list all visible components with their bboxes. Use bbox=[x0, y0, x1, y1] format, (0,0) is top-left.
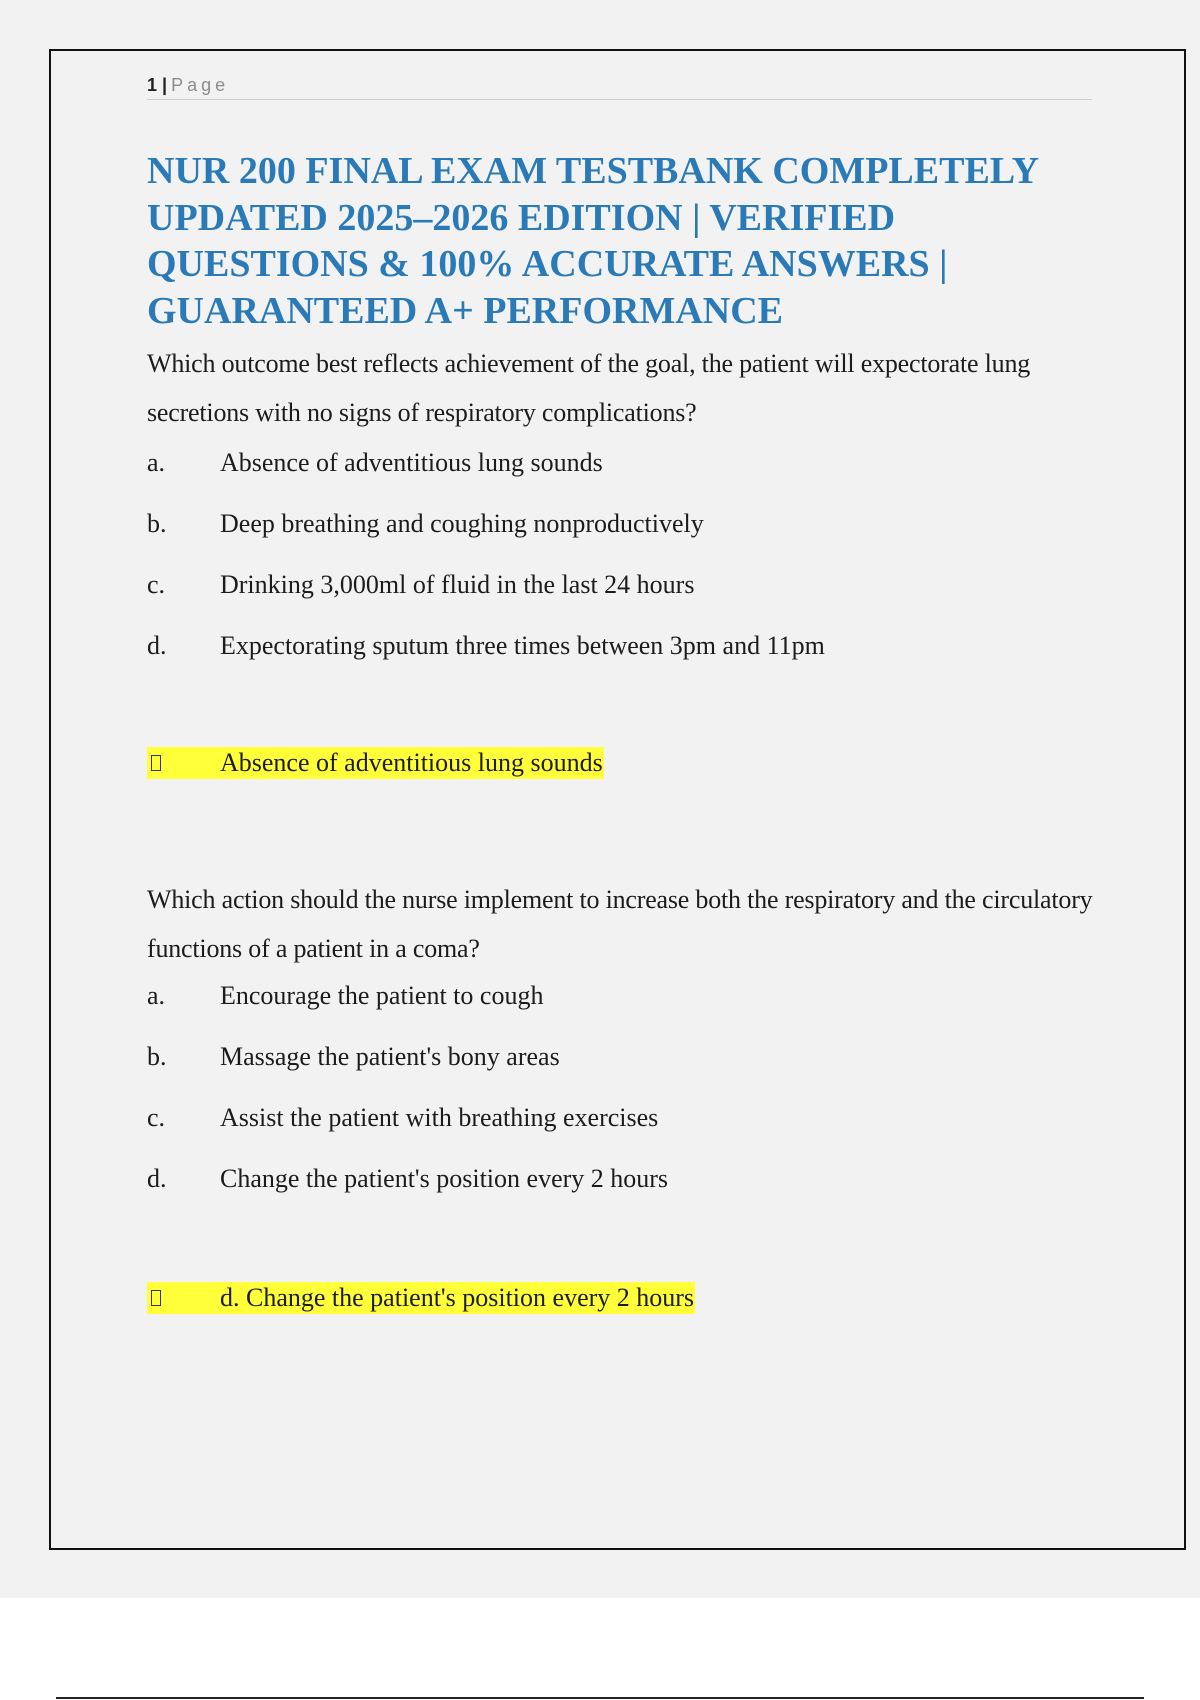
question-1 bbox=[147, 339, 1107, 777]
option-c bbox=[147, 1103, 1107, 1164]
option-text: Assist the patient with breathing exercises bbox=[220, 1103, 659, 1132]
option-text: Encourage the patient to cough bbox=[220, 981, 544, 1010]
option-b bbox=[147, 509, 1107, 570]
answer-options bbox=[147, 448, 1107, 692]
option-b bbox=[147, 1042, 1107, 1103]
option-letter: b. bbox=[147, 509, 167, 538]
answer-text: Absence of adventitious lung sounds bbox=[220, 748, 603, 777]
option-letter: a. bbox=[147, 448, 166, 477]
option-letter: a. bbox=[147, 981, 166, 1010]
highlighted-answer bbox=[147, 1282, 695, 1314]
option-c bbox=[147, 570, 1107, 631]
question-2 bbox=[147, 875, 1107, 1312]
option-letter: c. bbox=[147, 570, 166, 599]
option-letter: d. bbox=[147, 631, 167, 660]
option-text: Change the patient's position every 2 hours bbox=[220, 1164, 669, 1193]
bottom-divider bbox=[56, 1697, 1144, 1699]
option-a bbox=[147, 448, 1107, 509]
missing-glyph-box-icon bbox=[151, 1290, 161, 1306]
question-text: Which outcome best reflects achievement of the goal, the patient will expectorate lung secretions with no signs of respiratory complications? bbox=[147, 349, 1031, 427]
answer-options bbox=[147, 981, 1107, 1225]
option-d bbox=[147, 631, 1107, 692]
page-header bbox=[147, 73, 1092, 100]
page-number: 1 bbox=[147, 75, 158, 95]
option-a bbox=[147, 981, 1107, 1042]
option-d bbox=[147, 1164, 1107, 1225]
answer-text: d. Change the patient's position every 2 hours bbox=[220, 1283, 695, 1312]
option-text: Deep breathing and coughing nonproductively bbox=[220, 509, 704, 538]
option-text: Expectorating sputum three times between 3pm and 11pm bbox=[220, 631, 825, 660]
option-letter: d. bbox=[147, 1164, 167, 1193]
option-letter: c. bbox=[147, 1103, 166, 1132]
option-letter: b. bbox=[147, 1042, 167, 1071]
document-page bbox=[49, 49, 1186, 1550]
option-text: Massage the patient's bony areas bbox=[220, 1042, 560, 1071]
question-text: Which action should the nurse implement to increase both the respiratory and the circulatory functions of a patient in a coma? bbox=[147, 885, 1093, 963]
document-title: NUR 200 FINAL EXAM TESTBANK COMPLETELY UPDATED 2025–2026 EDITION | VERIFIED QUESTIONS & 100% ACCURATE ANSWERS | GUARANTEED A+ PERFORMANCE bbox=[147, 150, 1038, 332]
missing-glyph-box-icon bbox=[151, 755, 161, 771]
page-label: Page bbox=[171, 75, 230, 95]
highlighted-answer bbox=[147, 747, 604, 779]
page-header-separator: | bbox=[162, 75, 168, 95]
option-text: Drinking 3,000ml of fluid in the last 24 hours bbox=[220, 570, 695, 599]
option-text: Absence of adventitious lung sounds bbox=[220, 448, 603, 477]
